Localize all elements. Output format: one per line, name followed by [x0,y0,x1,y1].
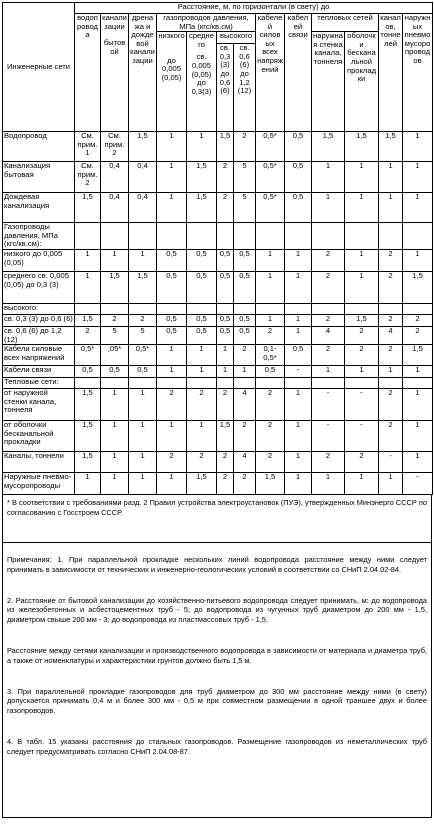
table-cell: 1 [312,162,345,193]
table-cell: 1 [157,193,187,223]
table-cell: 0,5 [75,366,101,378]
table-cell: - [345,389,379,421]
row-name: низкого до 0,005 (0,05) [3,249,75,271]
header-heat-b: оболочки бесканальной прокладки [345,32,379,132]
header-sewer [101,14,129,132]
table-cell: - [403,473,433,495]
table-cell: 0,5* [129,345,157,366]
row-name: Канализация бытовая [3,162,75,193]
table-cell: 2 [187,452,217,473]
table-row [3,473,433,495]
table-cell: 2 [234,345,256,366]
table-cell: 1,5 [101,271,129,303]
table-cell: 0,4 [101,162,129,193]
table-cell: 1,5 [345,314,379,326]
table-cell [187,378,217,389]
distances-table [2,2,433,495]
table-cell: 2 [379,249,403,271]
header-comm: кабелей связи [285,14,312,132]
table-cell: 2 [379,314,403,326]
table-cell: 0,5 [285,345,312,366]
table-cell: 1 [403,452,433,473]
table-cell: 0,5 [234,314,256,326]
table-cell: 0,5 [234,249,256,271]
table-cell [101,223,129,250]
table-cell: 1 [379,193,403,223]
table-cell [285,378,312,389]
table-cell: 2 [379,389,403,421]
table-cell: 4 [234,452,256,473]
table-cell: 1 [285,473,312,495]
table-cell: 2 [217,452,234,473]
table-cell: 2 [234,473,256,495]
table-cell: 0,5 [187,271,217,303]
header-gas-high: высокого [217,32,256,44]
table-cell: 1,5 [75,314,101,326]
table-cell: 1,5 [217,132,234,162]
notes [2,495,432,818]
table-cell [285,303,312,314]
table-cell [129,378,157,389]
table-cell: 1 [403,132,433,162]
table-cell [345,303,379,314]
table-cell: 2 [187,389,217,421]
table-cell: 1 [379,473,403,495]
table-cell: 1 [101,249,129,271]
table-cell [312,223,345,250]
table-cell: 0,5 [285,193,312,223]
header-gas-mid [187,32,217,132]
table-cell: 2 [256,452,285,473]
table-cell: 1,5 [129,132,157,162]
header-networks: Инженерные сети [3,3,75,132]
row-name: св. 0,3 (3) до 0,6 (6) [3,314,75,326]
table-cell: 1 [101,389,129,421]
table-cell: 1,5 [312,132,345,162]
table-cell: 1 [403,249,433,271]
table-cell: 0,1-0,5* [256,345,285,366]
table-cell [157,378,187,389]
table-cell: 1 [345,271,379,303]
table-cell: 1 [101,452,129,473]
table-cell [101,303,129,314]
table-cell: 1 [312,366,345,378]
header-sewer-line2: бытовой [103,38,126,56]
table-cell [217,303,234,314]
table-cell: 1 [75,473,101,495]
table-cell: 1,5 [345,132,379,162]
table-cell: - [312,421,345,452]
table-cell: 2 [379,271,403,303]
header-water: водопровода [75,14,101,132]
table-cell: 2 [217,193,234,223]
table-cell: См. прим. 2 [75,162,101,193]
table-cell: 0,5* [256,132,285,162]
table-cell [234,378,256,389]
table-row [3,421,433,452]
table-row [3,162,433,193]
table-cell: 1 [129,473,157,495]
header-gas-h2: св. 0,6 (6) до 1,2 (12) [234,44,256,132]
table-cell: 1 [187,421,217,452]
document [2,2,432,818]
table-cell: 1,5 [187,162,217,193]
table-cell: 2 [312,452,345,473]
header-pneumo: наружных пневмомусоропроводов [403,14,433,132]
table-cell: 0,5 [217,326,234,344]
table-cell [403,223,433,250]
table-cell: 1 [403,366,433,378]
table-cell [403,303,433,314]
table-cell: 2 [312,314,345,326]
row-name: от оболочки бесканальной прокладки [3,421,75,452]
table-cell: 1 [129,421,157,452]
table-cell: 1 [285,452,312,473]
table-cell: 1 [403,421,433,452]
table-cell [75,223,101,250]
table-cell: 2 [256,421,285,452]
table-cell: 2 [379,421,403,452]
row-name: высокого: [3,303,75,314]
notes-list [3,543,431,817]
table-cell: 0,4 [129,162,157,193]
table-cell: 0,5 [285,162,312,193]
table-cell: 1 [129,249,157,271]
table-cell: 1 [234,366,256,378]
table-cell: 1 [312,193,345,223]
header-sewer-line1: канализации [102,13,127,31]
table-cell: 2 [345,326,379,344]
table-cell: 4 [379,326,403,344]
table-cell: 1 [187,132,217,162]
table-cell [234,303,256,314]
table-cell: 1 [285,326,312,344]
table-cell [403,378,433,389]
header-gas-mid-line2: св. 0,005 (0,05) до 0,3(3) [191,52,212,96]
row-name: Дождевая канализация [3,193,75,223]
table-cell: 0,5 [101,366,129,378]
table-section-row [3,223,433,250]
table-cell: ,05* [101,345,129,366]
table-section-row [3,378,433,389]
row-name: св. 0,6 (6) до 1,2 (12) [3,326,75,344]
table-cell: 5 [234,162,256,193]
table-cell: 1,5 [217,421,234,452]
table-cell: 5 [101,326,129,344]
table-cell: 0,5 [217,249,234,271]
row-name: от наружной стенки канала, тоннеля [3,389,75,421]
table-cell [312,303,345,314]
table-cell: 1 [157,366,187,378]
table-cell: 0,5 [157,271,187,303]
table-cell: 0,5 [285,132,312,162]
table-row [3,193,433,223]
table-cell: 2 [129,314,157,326]
table-cell [345,378,379,389]
header-power: кабелей силовых всех напряжений [256,14,285,132]
table-cell: 1 [157,345,187,366]
table-cell: 0,5 [217,271,234,303]
table-cell: 1 [403,162,433,193]
table-cell: 2 [379,345,403,366]
table-cell: 0,5 [217,314,234,326]
table-cell: 1 [345,193,379,223]
note-star: * В соответствии с требованиями разд. 2 Правил устройства электроустановок (ПУЭ), утвержденных Минэнерго СССР по согласованию с Госстроем СССР. [3,495,431,543]
table-cell [345,223,379,250]
table-cell: 1 [403,193,433,223]
table-cell: 0,5 [234,326,256,344]
table-cell: 2 [256,389,285,421]
table-cell [187,303,217,314]
table-section-row [3,303,433,314]
table-cell: 4 [234,389,256,421]
table-cell: 1 [157,421,187,452]
header-gas-low [157,32,187,132]
table-cell: 0,5 [157,314,187,326]
table-cell: 2 [312,345,345,366]
table-cell: 1,5 [256,473,285,495]
table-cell: 1,5 [379,132,403,162]
table-cell [379,223,403,250]
table-row [3,366,433,378]
table-cell: 1 [217,366,234,378]
table-cell: 2 [403,326,433,344]
table-row [3,271,433,303]
table-cell: 2 [403,314,433,326]
table-cell [256,223,285,250]
table-cell: 0,5* [75,345,101,366]
table-cell [379,303,403,314]
table-cell: 1 [157,132,187,162]
table-cell [256,378,285,389]
table-cell: 0,4 [129,193,157,223]
table-cell: 1 [345,473,379,495]
table-cell: 1 [379,366,403,378]
table-cell: 0,5 [157,326,187,344]
header-gas-mid-line1: среднего [189,31,214,49]
row-name: среднего св. 0,005 (0,05) до 0,3 (3) [3,271,75,303]
table-cell [312,378,345,389]
header-drain: дренажа и дождевой канализации [129,14,157,132]
table-cell [256,303,285,314]
table-cell: См. прим. 2 [101,132,129,162]
note-2: 2. Расстояние от бытовой канализации до хозяйственно-питьевого водопровода следует принимать, м: до водопровода из железобетонных и асбестоцементных труб - 5; до водопровода из чугунных труб диаметром до 200 мм - 1,5, диаметром свыше 200 мм - 3; до водопровода из пластмассовых труб - 1,5. [7,595,427,624]
table-cell: 0,5 [129,366,157,378]
table-cell: 1 [75,249,101,271]
table-cell: 1,5 [75,389,101,421]
row-name: Тепловые сети: [3,378,75,389]
table-cell: 0,5* [256,193,285,223]
table-cell: 2 [75,326,101,344]
table-cell: 1 [75,271,101,303]
note-1: Примечания: 1. При параллельной прокладке нескольких линий водопровода расстояние между ними следует принимать в зависимости от технических и инженерно-геологических условий в соответствии со СНиП 2.04.02-84. [7,555,427,574]
header-heat-a: наружная стенка канала, тоннеля [312,32,345,132]
table-cell: 0,5 [187,326,217,344]
table-cell: 1 [345,366,379,378]
table-cell: - [285,366,312,378]
table-cell: 2 [312,249,345,271]
header-gas-h1: св. 0,3 (3) до 0,6 (6) [217,44,234,132]
table-cell: 2 [256,326,285,344]
row-name: Водопровод [3,132,75,162]
table-cell: - [345,421,379,452]
table-cell: 1 [285,249,312,271]
table-cell [217,378,234,389]
table-row [3,345,433,366]
table-cell [75,303,101,314]
table-cell: 1 [217,345,234,366]
table-cell: 5 [129,326,157,344]
table-row [3,326,433,344]
row-name: Газопроводы давления, МПа (кгс/кв.см): [3,223,75,250]
header-distance: Расстояние, м, по горизонтали (в свету) до [75,3,433,14]
header-gas-low-line1: низкого [158,31,185,41]
table-cell [129,223,157,250]
table-cell: 1 [101,473,129,495]
table-cell: 1 [256,271,285,303]
table-cell: - [312,389,345,421]
table-cell [187,223,217,250]
table-cell: 2 [312,271,345,303]
table-cell: 1 [285,314,312,326]
table-cell: 1 [379,162,403,193]
table-row [3,249,433,271]
table-cell [157,303,187,314]
table-row [3,452,433,473]
table-cell: 1 [285,421,312,452]
table-cell: 1 [285,271,312,303]
table-cell [129,303,157,314]
note-2b: Расстояние между сетями канализации и производственного водопровода в зависимости от материала и диаметра труб, а также от номенклатуры и характеристики грунтов должно быть 1,5 м. [7,646,427,665]
row-name: Каналы, тоннели [3,452,75,473]
table-cell: 2 [101,314,129,326]
table-cell: 1 [129,389,157,421]
table-cell [217,223,234,250]
header-gas-low-line2: до 0,005 (0,05) [161,55,182,82]
note-4: 4. В табл. 15 указаны расстояния до стальных газопроводов. Размещение газопроводов из неметаллических труб следует предусматривать согласно СНиП 2.04.08-87. [7,737,427,756]
table-cell: 0,5 [187,314,217,326]
table-cell: 1 [256,249,285,271]
table-cell [379,378,403,389]
table-cell: 1,5 [75,193,101,223]
header-canals: каналов, тоннелей [379,14,403,132]
table-cell: 1,5 [187,193,217,223]
table-cell [101,378,129,389]
table-cell: 2 [157,452,187,473]
table-cell: 1,5 [129,271,157,303]
table-cell: 2 [345,345,379,366]
table-cell: 1,5 [75,452,101,473]
table-cell: 0,5 [157,249,187,271]
table-cell: 5 [234,193,256,223]
table-cell: 0,5* [256,162,285,193]
table-cell: 1 [187,366,217,378]
table-cell: 1 [256,314,285,326]
table-row [3,389,433,421]
table-cell: 2 [217,389,234,421]
header-gas: газопроводов давления, МПа (кгс/кв.см) [157,14,256,32]
table-cell: 0,5 [187,249,217,271]
note-3: 3. При параллельной прокладке газопроводов для труб диаметром до 300 мм расстояние между ними (в свету) допускается принимать 0,4 м и более 300 мм - 0,5 м при совместном размещении в одной траншее двух и более газопроводов. [7,687,427,715]
table-cell [75,378,101,389]
table-cell: 2 [234,132,256,162]
table-cell: 1,5 [187,473,217,495]
table-cell: 1,5 [403,271,433,303]
table-cell [285,223,312,250]
table-row [3,314,433,326]
row-name: Кабели связи [3,366,75,378]
table-cell: 1 [129,452,157,473]
table-cell: См. прим. 1 [75,132,101,162]
table-cell: 1,5 [403,345,433,366]
table-cell: 1,5 [75,421,101,452]
table-cell: 1 [345,162,379,193]
row-name: Наружные пневмо-мусоропроводы [3,473,75,495]
header-heat: тепловых сетей [312,14,379,32]
table-cell: 4 [312,326,345,344]
table-cell: 1 [187,345,217,366]
table-cell: 1 [312,473,345,495]
table-cell: 1 [285,389,312,421]
table-cell: 1 [157,162,187,193]
table-cell: 2 [217,162,234,193]
table-cell: 2 [217,473,234,495]
table-cell: 0,5 [234,271,256,303]
table-cell: 2 [234,421,256,452]
table-cell: - [379,452,403,473]
table-cell: 0,5 [256,366,285,378]
table-cell: 2 [157,389,187,421]
table-cell: 1 [403,389,433,421]
table-cell: 0,4 [101,193,129,223]
table-cell: 1 [157,473,187,495]
table-cell: 1 [101,421,129,452]
row-name: Кабели силовые всех напряжений [3,345,75,366]
table-cell: 2 [345,452,379,473]
table-cell: 1 [345,249,379,271]
table-cell [234,223,256,250]
table-row [3,132,433,162]
table-cell [157,223,187,250]
